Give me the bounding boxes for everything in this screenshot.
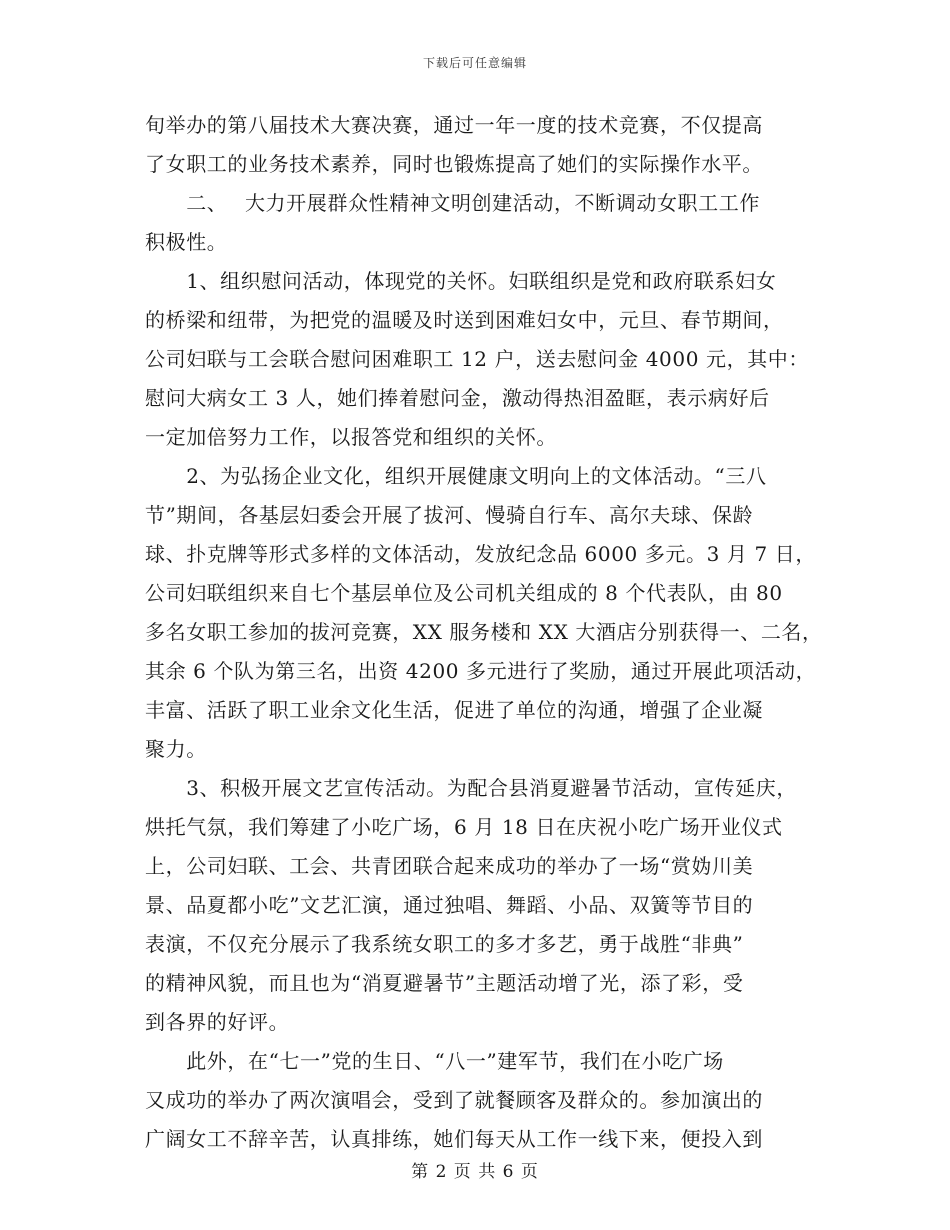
text-line: 聚力。 (145, 737, 207, 761)
text-line: 1、组织慰问活动，体现党的关怀。妇联组织是党和政府联系妇女 (145, 269, 777, 293)
text-line: 烘托气氛，我们筹建了小吃广场，6 月 18 日在庆祝小吃广场开业仪式 (145, 815, 783, 839)
document-body (145, 106, 825, 1159)
text-line: 3、积极开展文艺宣传活动。为配合县消夏避暑节活动，宣传延庆， (145, 776, 797, 800)
text-line: 球、扑克牌等形式多样的文体活动，发放纪念品 6000 多元。3 月 7 日， (145, 542, 816, 566)
text-line: 丰富、活跃了职工业余文化生活，促进了单位的沟通，增强了企业凝 (145, 698, 763, 722)
text-line: 二、 大力开展群众性精神文明创建活动，不断调动女职工工作 (145, 191, 760, 215)
text-line: 多名女职工参加的拔河竞赛，XX 服务楼和 XX 大酒店分别获得一、二名， (145, 620, 823, 644)
text-line: 的精神风貌，而且也为“消夏避暑节”主题活动增了光，添了彩，受 (145, 971, 744, 995)
text-line: 广阔女工不辞辛苦，认真排练，她们每天从工作一线下来，便投入到 (145, 1127, 763, 1151)
page-footer: 第 2 页 共 6 页 (411, 1162, 539, 1182)
text-line: 一定加倍努力工作，以报答党和组织的关怀。 (145, 425, 557, 449)
text-line: 表演，不仅充分展示了我系统女职工的多才多艺，勇于战胜“非典” (145, 932, 744, 956)
text-line: 公司妇联组织来自七个基层单位及公司机关组成的 8 个代表队，由 80 (145, 581, 783, 605)
text-line: 旬举办的第八届技术大赛决赛，通过一年一度的技术竞赛，不仅提高 (145, 113, 763, 137)
text-line: 了女职工的业务技术素养，同时也锻炼提高了她们的实际操作水平。 (145, 152, 763, 176)
text-line: 此外，在“七一”党的生日、“八一”建军节，我们在小吃广场 (145, 1049, 724, 1073)
text-line: 节”期间，各基层妇委会开展了拔河、慢骑自行车、高尔夫球、保龄 (145, 503, 754, 527)
text-line: 到各界的好评。 (145, 1010, 290, 1034)
text-line: 慰问大病女工 3 人，她们捧着慰问金，激动得热泪盈眶，表示病好后 (145, 386, 770, 410)
text-line: 积极性。 (145, 230, 228, 254)
page-header: 下载后可任意编辑 (422, 56, 527, 70)
text-line: 公司妇联与工会联合慰问困难职工 12 户，送去慰问金 4000 元，其中： (145, 347, 809, 371)
text-line: 又成功的举办了两次演唱会，受到了就餐顾客及群众的。参加演出的 (145, 1088, 763, 1112)
text-line: 景、品夏都小吃”文艺汇演，通过独唱、舞蹈、小品、双簧等节目的 (145, 893, 754, 917)
text-line: 上，公司妇联、工会、共青团联合起来成功的举办了一场“赏妫川美 (145, 854, 754, 878)
text-line: 2、为弘扬企业文化，组织开展健康文明向上的文体活动。“三八 (145, 464, 767, 488)
text-line: 其余 6 个队为第三名，出资 4200 多元进行了奖励，通过开展此项活动， (145, 659, 817, 683)
text-line: 的桥梁和纽带，为把党的温暖及时送到困难妇女中，元旦、春节期间， (145, 308, 784, 332)
